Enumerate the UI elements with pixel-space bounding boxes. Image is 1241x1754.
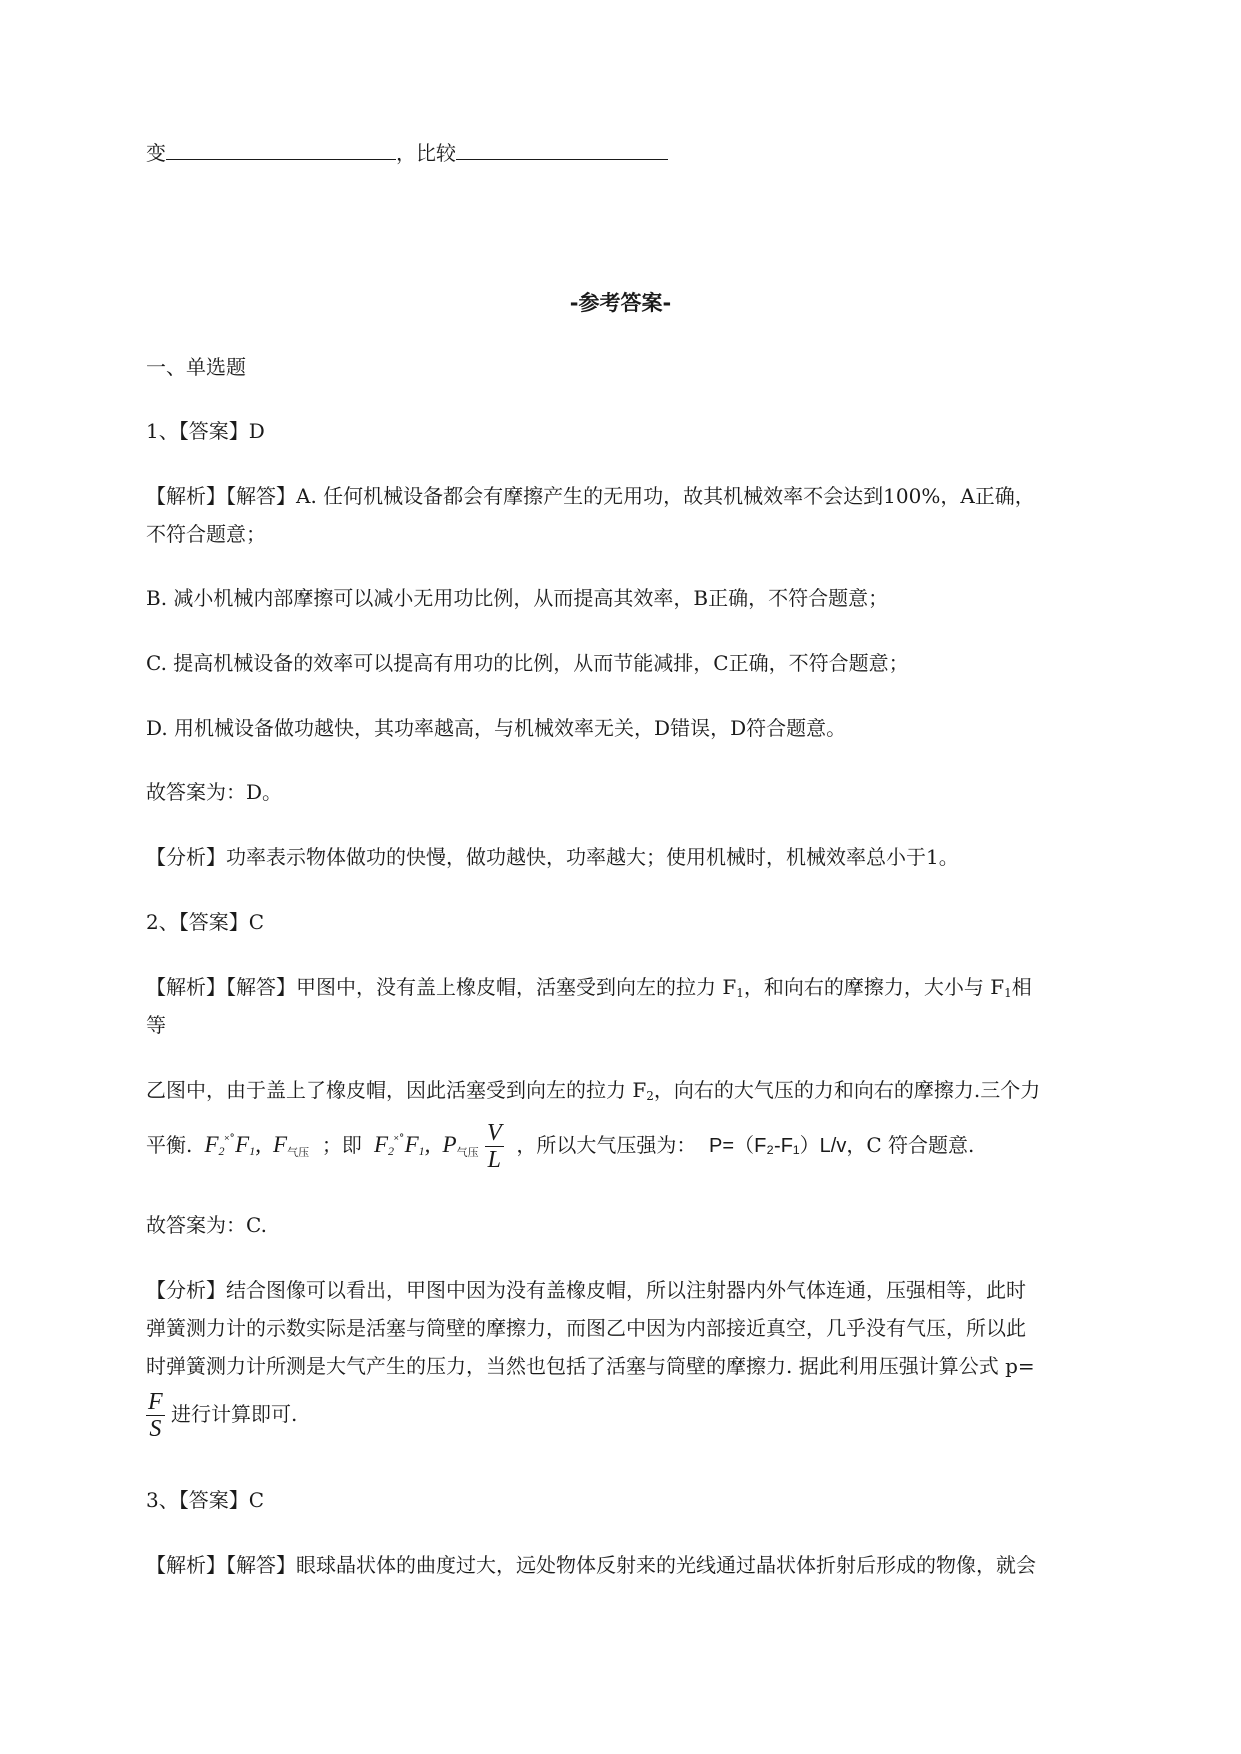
q3-answer: 3、【答案】C	[146, 1488, 265, 1512]
q2-explain-3: 乙图中，由于盖上了橡皮帽，因此活塞受到向左的拉力 $F_2$，向右的大气压的力和向右的摩擦力.三个力	[146, 1078, 1041, 1103]
equals-symbol-b: ˟˚	[394, 1133, 405, 1147]
q1-final: 故答案为：D。	[146, 780, 283, 804]
force-f2-b: $F_2$	[373, 1132, 394, 1158]
q2-analysis-2: 弹簧测力计的示数实际是活塞与筒壁的摩擦力，而图乙中因为内部接近真空，几乎没有气压，所以此	[146, 1316, 1026, 1340]
q3-explain-1: 【解析】【解答】眼球晶状体的曲度过大，远处物体反射来的光线通过晶状体折射后形成的物像，就会	[146, 1553, 1036, 1577]
force-f2: $F_2$	[204, 1132, 225, 1158]
q1-analysis: 【分析】功率表示物体做功的快慢，做功越快，功率越大；使用机械时，机械效率总小于1。	[146, 845, 959, 869]
answer-title: -参考答案-	[569, 291, 672, 315]
fill-blank-line	[146, 139, 668, 167]
pressure-air: P气压	[442, 1132, 479, 1159]
q2-answer: 2、【答案】C	[146, 910, 265, 934]
section-heading: 一、单选题	[146, 355, 246, 379]
fraction-f-over-s: $\frac{F}{S}$	[148, 1389, 163, 1442]
force-air: F气压	[273, 1132, 310, 1159]
q2-final: 故答案为：C.	[146, 1213, 267, 1237]
q1-option-c: C. 提高机械设备的效率可以提高有用功的比例，从而节能减排，C正确，不符合题意；	[146, 651, 909, 675]
q1-explain-1: 【解析】【解答】A. 任何机械设备都会有摩擦产生的无用功，故其机械效率不会达到100%，A正确，	[146, 484, 1035, 508]
blank-1	[166, 139, 396, 160]
equals-symbol: ˟˚	[224, 1133, 236, 1147]
q1-option-d: D. 用机械设备做功越快，其功率越高，与机械效率无关，D错误，D符合题意。	[146, 716, 847, 740]
q1-answer: 1、【答案】D	[146, 419, 265, 443]
q2-explain-2: 等	[146, 1013, 166, 1037]
fraction-v-over-l: $\frac{V}{L}$	[486, 1120, 502, 1173]
q2-analysis-4: $\frac{F}{S}$ 进行计算即可.	[148, 1389, 298, 1442]
force-f1-b: $F_1$,	[404, 1132, 431, 1158]
q2-explain-1: 【解析】【解答】甲图中，没有盖上橡皮帽，活塞受到向左的拉力 $F_1$，和向右的摩擦力，大小与 $F_1$相	[146, 975, 1032, 1000]
fill-prefix: 变	[146, 141, 166, 165]
q2-analysis-3: 时弹簧测力计所测是大气产生的压力，当然也包括了活塞与筒壁的摩擦力. 据此利用压强计算公式 p=	[146, 1354, 1035, 1378]
q1-explain-2: 不符合题意；	[146, 522, 266, 546]
blank-2	[456, 139, 668, 160]
q2-analysis-1: 【分析】结合图像可以看出，甲图中因为没有盖橡皮帽，所以注射器内外气体连通，压强相等，此时	[146, 1278, 1026, 1302]
q2-explain-4: 平衡. $F_2^{˟˚}F_1$, F气压 ；即 $F_2^{˟˚}F_1$, P气压 $\frac{V}{L}$ ，所以大气压强为： P=（F₂-F₁）L/v，C 符合题意.	[146, 1120, 975, 1173]
fill-mid: ，比较	[396, 141, 456, 165]
pressure-formula: P=（F₂-F₁）L/v	[709, 1135, 847, 1157]
q1-option-b: B. 减小机械内部摩擦可以减小无用功比例，从而提高其效率，B正确，不符合题意；	[146, 586, 889, 610]
force-f1: $F_1$,	[235, 1132, 261, 1158]
